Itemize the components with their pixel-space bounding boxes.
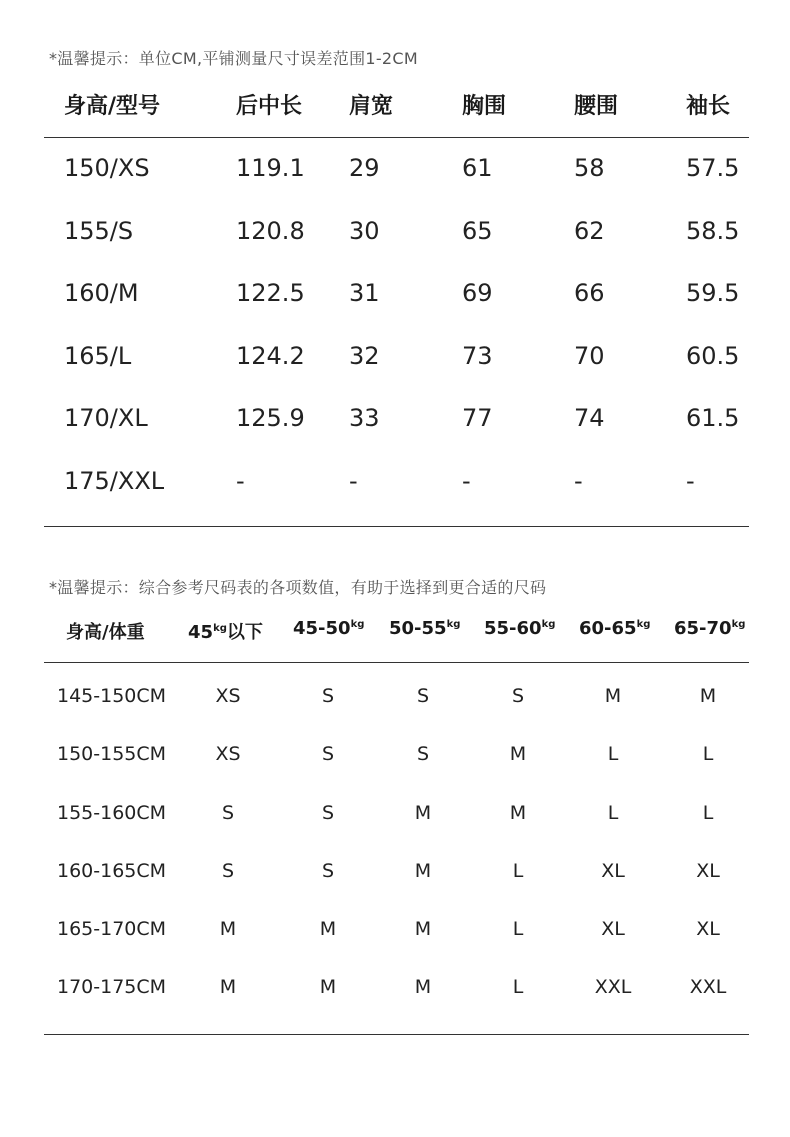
table-row: [0, 463, 790, 526]
header-text: 65-70: [674, 618, 732, 639]
table-cell: 175/XXL: [64, 466, 165, 495]
table-cell: 165/L: [64, 341, 132, 370]
table-cell: 61: [462, 154, 493, 182]
header-text: 45-50: [293, 618, 351, 639]
table-row: [0, 741, 790, 799]
table-cell: 70: [574, 341, 605, 370]
table-cell: S: [321, 801, 335, 824]
table-cell: -: [686, 466, 695, 495]
table-cell: 33: [349, 404, 380, 432]
table-cell: M: [699, 685, 717, 707]
table-row: [0, 683, 790, 741]
table-cell: M: [509, 801, 527, 824]
table-row: [0, 150, 790, 213]
table-cell: -: [574, 466, 583, 495]
table-cell: 125.9: [236, 404, 305, 432]
table-cell: XL: [696, 859, 720, 882]
header-text: 45: [188, 622, 214, 643]
table-cell: 150-155CM: [57, 743, 167, 766]
size-table-header-rule: [44, 137, 749, 138]
table-cell: -: [349, 466, 358, 495]
size-table-header: [0, 89, 790, 119]
table-cell: M: [604, 685, 622, 707]
header-height-size: 身高/型号: [64, 94, 161, 119]
table-cell: M: [414, 859, 432, 882]
table-cell: XXL: [594, 976, 632, 999]
header-shoulder: 肩宽: [349, 94, 394, 119]
table-cell: 165-170CM: [57, 918, 167, 941]
table-cell: 155/S: [64, 216, 134, 245]
table-cell: M: [414, 801, 432, 824]
table-row: [0, 800, 790, 858]
table-row: [0, 338, 790, 401]
table-cell: L: [702, 801, 714, 824]
header-weight-range: [389, 618, 460, 639]
table-cell: S: [511, 685, 525, 707]
table-cell: 62: [574, 216, 605, 245]
table-cell: 73: [462, 341, 493, 370]
table-cell: 122.5: [236, 279, 305, 307]
unit-label: kg: [446, 619, 461, 630]
table-cell: 58.5: [686, 216, 740, 245]
table-cell: L: [607, 801, 619, 824]
unit-label: kg: [541, 619, 556, 630]
size-table-bottom-rule: [44, 526, 749, 527]
table-cell: 30: [349, 216, 380, 245]
table-row: [0, 275, 790, 338]
table-cell: L: [702, 743, 714, 766]
recommend-table-header-rule: [44, 662, 749, 663]
header-height-weight: [66, 618, 145, 644]
table-cell: 160/M: [64, 279, 139, 307]
table-cell: -: [462, 466, 471, 495]
table-cell: M: [219, 918, 237, 941]
header-text: 50-55: [389, 618, 447, 639]
table-row: [0, 974, 790, 1032]
table-cell: S: [416, 685, 430, 707]
table-cell: XL: [696, 918, 720, 941]
table-cell: S: [321, 859, 335, 882]
table-cell: 74: [574, 404, 605, 432]
table-cell: L: [607, 743, 619, 766]
table-cell: 57.5: [686, 154, 740, 182]
table-cell: 29: [349, 154, 380, 182]
header-suffix: 以下: [226, 622, 263, 643]
table-cell: M: [414, 976, 432, 999]
header-weight-range: [293, 618, 364, 639]
table-cell: 60.5: [686, 341, 740, 370]
table-cell: M: [414, 918, 432, 941]
table-cell: M: [319, 976, 337, 999]
table-cell: XXL: [689, 976, 727, 999]
unit-label: kg: [731, 619, 746, 630]
recommend-table-header: [0, 618, 790, 646]
table-cell: L: [512, 859, 524, 882]
table-cell: S: [221, 859, 235, 882]
recommend-table-bottom-rule: [44, 1034, 749, 1035]
table-cell: 61.5: [686, 404, 740, 432]
table-cell: 150/XS: [64, 154, 150, 182]
table-row: [0, 400, 790, 463]
table-cell: S: [221, 801, 235, 824]
header-weight-range: [674, 618, 745, 639]
header-weight-range: [188, 618, 263, 644]
table-cell: M: [219, 976, 237, 999]
header-text: 60-65: [579, 618, 637, 639]
table-cell: 145-150CM: [57, 685, 167, 707]
table-cell: 65: [462, 216, 493, 245]
header-chest: 胸围: [462, 94, 507, 119]
header-waist: 腰围: [574, 94, 619, 119]
header-weight-range: [579, 618, 650, 639]
header-text: 身高/体重: [66, 622, 145, 643]
header-back-length: 后中长: [236, 94, 303, 119]
recommend-table-body: [0, 683, 790, 1033]
table-cell: 69: [462, 279, 493, 307]
table-cell: L: [512, 918, 524, 941]
table-cell: 31: [349, 279, 380, 307]
table-cell: XL: [601, 859, 625, 882]
table-row: [0, 916, 790, 974]
table-cell: L: [512, 976, 524, 999]
table-cell: XS: [215, 685, 241, 707]
table-cell: 155-160CM: [57, 801, 167, 824]
table-cell: 160-165CM: [57, 859, 167, 882]
header-weight-range: [484, 618, 555, 639]
table-cell: M: [319, 918, 337, 941]
unit-label: kg: [213, 623, 227, 634]
table-cell: XS: [215, 743, 241, 766]
table-cell: M: [509, 743, 527, 766]
table-cell: 32: [349, 341, 380, 370]
table-cell: 59.5: [686, 279, 740, 307]
table-cell: 120.8: [236, 216, 305, 245]
table-cell: XL: [601, 918, 625, 941]
size-table-body: [0, 150, 790, 525]
unit-label: kg: [350, 619, 365, 630]
unit-label: kg: [636, 619, 651, 630]
table-cell: S: [321, 685, 335, 707]
recommend-table-note: *温馨提示：综合参考尺码表的各项数值，有助于选择到更合适的尺码: [49, 578, 547, 597]
table-cell: 124.2: [236, 341, 305, 370]
header-sleeve: 袖长: [686, 94, 731, 119]
table-cell: 119.1: [236, 154, 305, 182]
table-cell: -: [236, 466, 245, 495]
table-cell: 170/XL: [64, 404, 148, 432]
header-text: 55-60: [484, 618, 542, 639]
table-cell: S: [321, 743, 335, 766]
table-cell: 58: [574, 154, 605, 182]
table-cell: 77: [462, 404, 493, 432]
table-row: [0, 858, 790, 916]
table-cell: 170-175CM: [57, 976, 167, 999]
table-row: [0, 213, 790, 276]
table-cell: 66: [574, 279, 605, 307]
size-table-note: *温馨提示：单位CM,平铺测量尺寸误差范围1-2CM: [49, 49, 418, 68]
table-cell: S: [416, 743, 430, 766]
